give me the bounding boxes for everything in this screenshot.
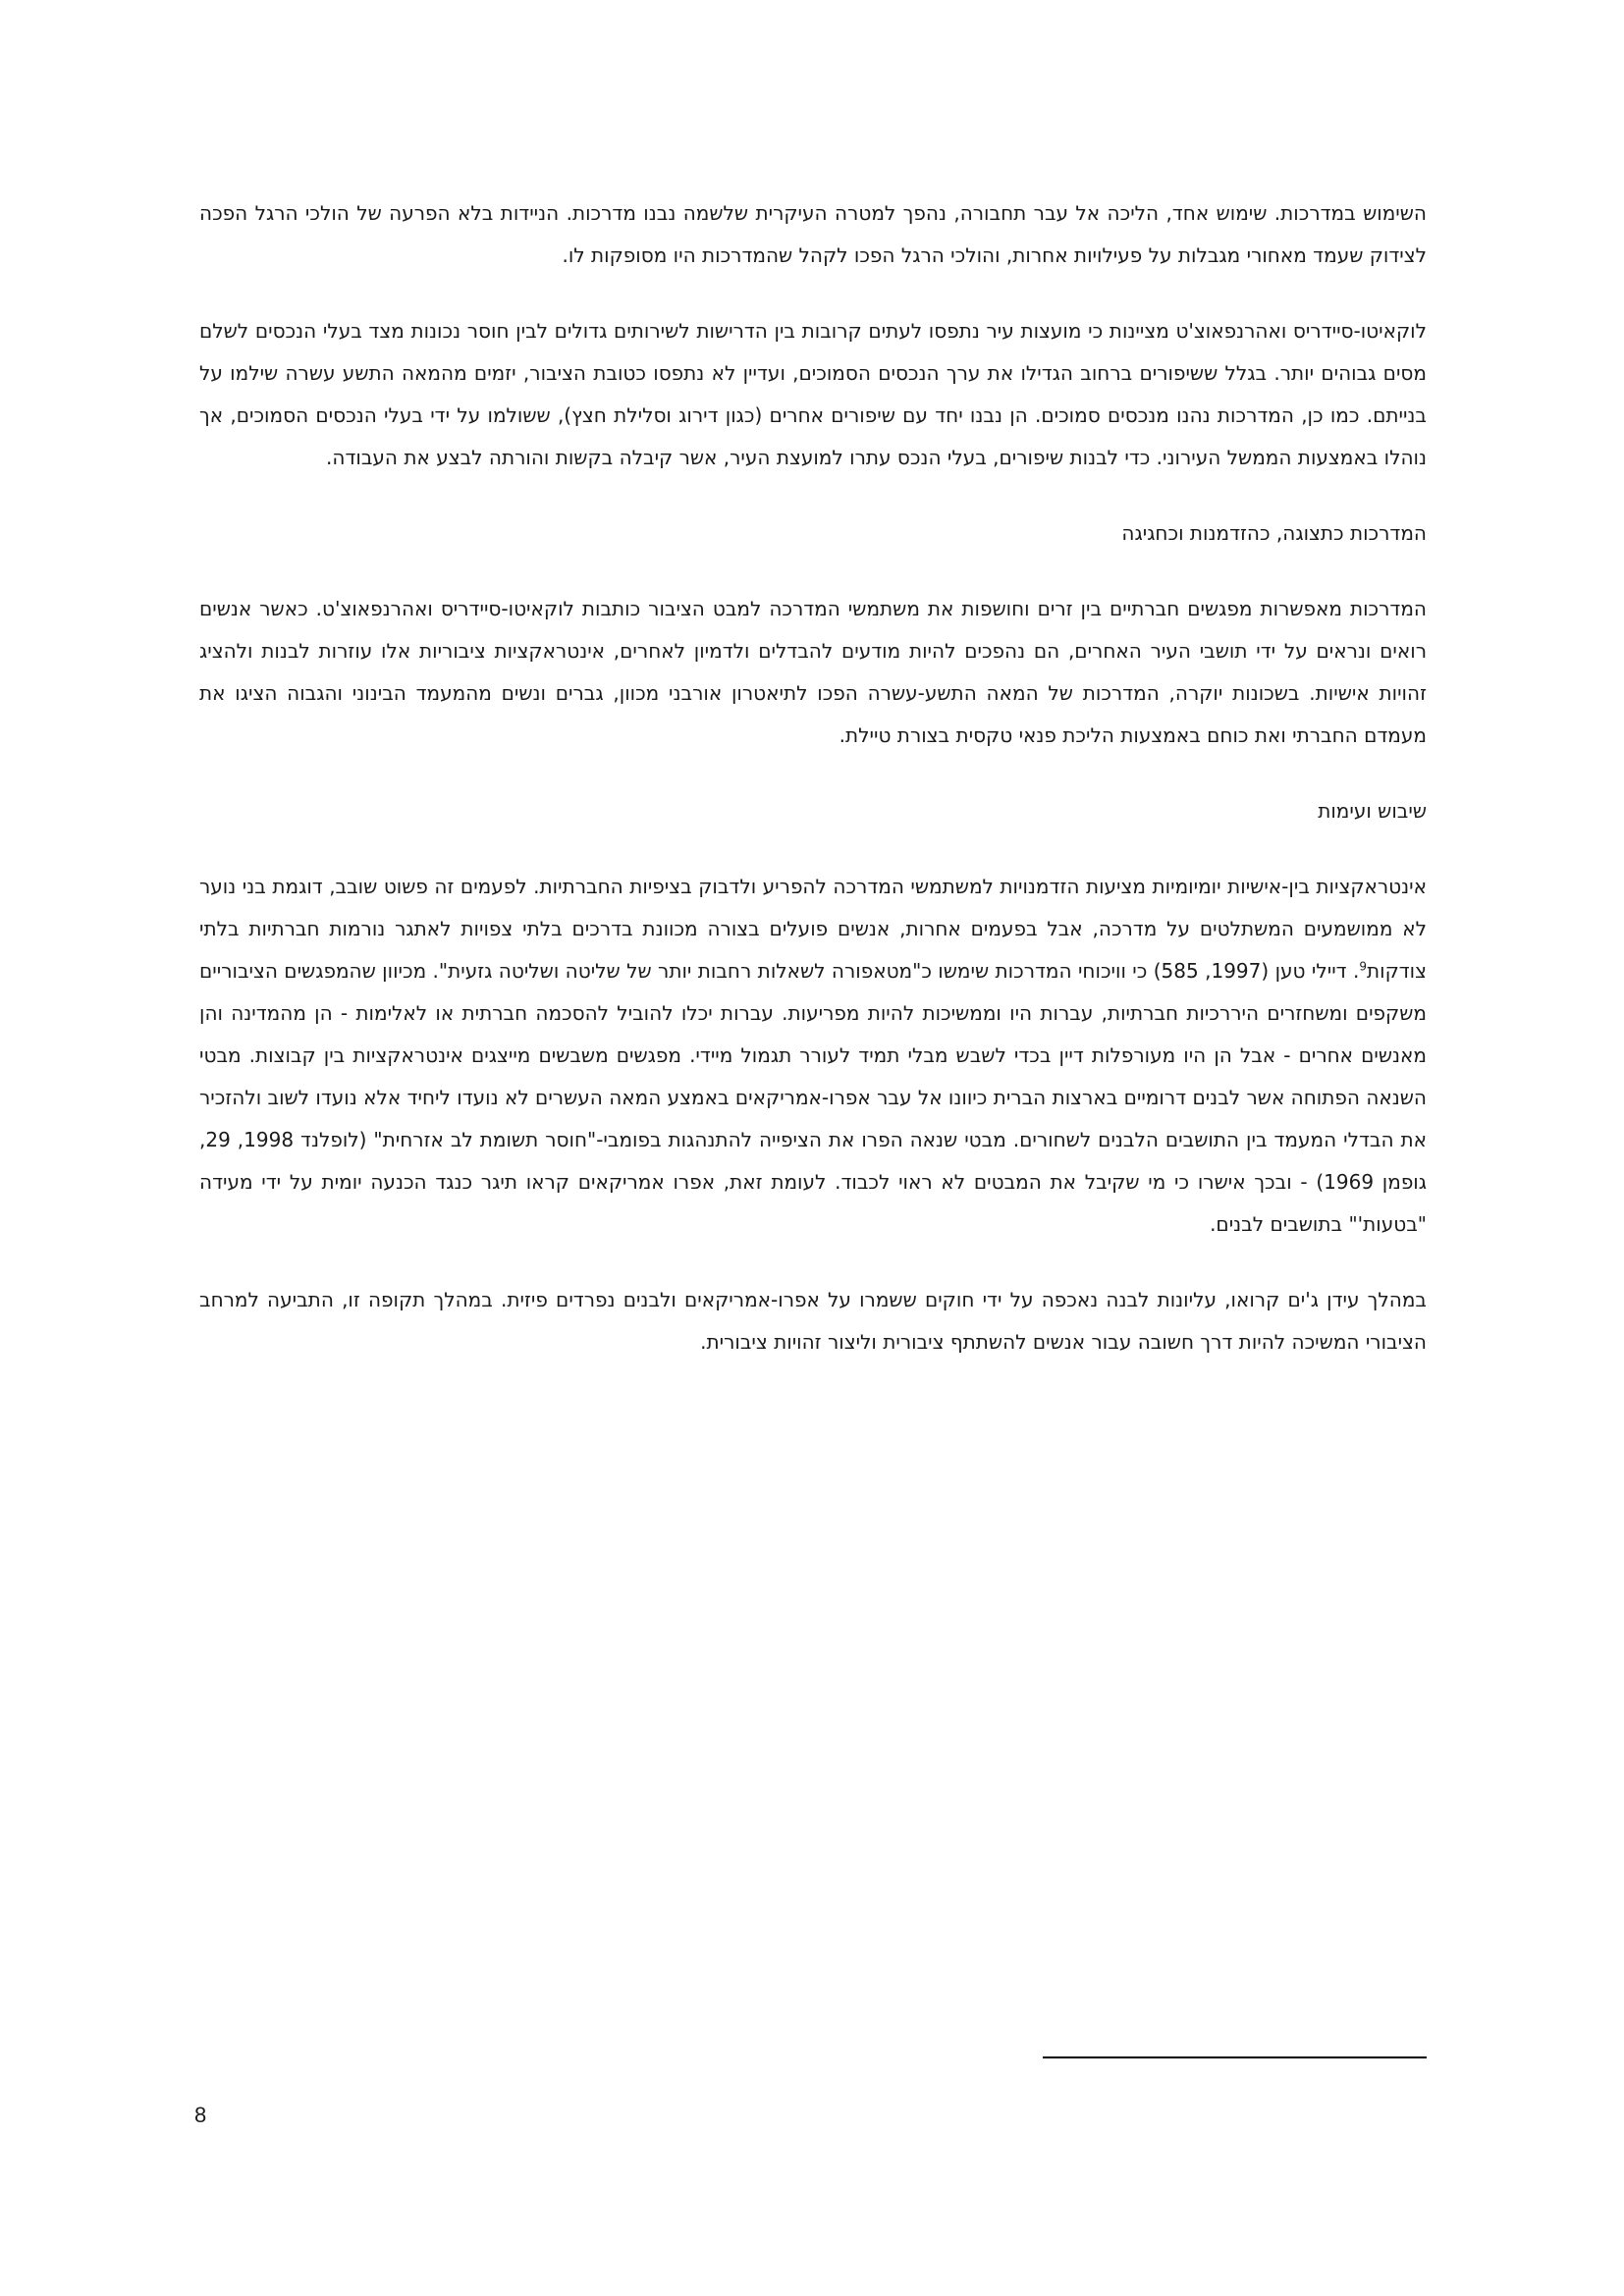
- footnote-separator: [1043, 2056, 1427, 2058]
- paragraph-jim-crow: במהלך עידן ג'ים קרואו, עליונות לבנה נאכפה על ידי חוקים ששמרו על אפרו-אמריקאים ולבנים נפרדים פיזית. במהלך תקופה זו, התביעה למרחב הציבורי המשיכה להיות דרך חשובה עבור אנשים להשתתף ציבורית וליצור זהויות ציבורית.: [199, 1288, 1427, 1354]
- page-number: 8: [194, 2103, 207, 2127]
- paragraph-interactions: [199, 866, 1427, 1246]
- paragraph-city-councils: לוקאיטו-סיידריס ואהרנפאוצ'ט מציינות כי מועצות עיר נתפסו לעתים קרובות בין הדרישות לשירותים גדולים לבין חוסר נכונות מצד בעלי הנכסים לשלם מסים גבוהים יותר. בגלל ששיפורים ברחוב הגדילו את ערך הנכסים הסמוכים, ועדיין לא נתפסו כטובת הציבור, יזמים מהמאה התשע עשרה שילמו על בנייתם. כמו כן, המדרכות נהנו מנכסים סמוכים. הן נבנו יחד עם שיפורים אחרים (כגון דירוג וסלילת חצץ), ששולמו על ידי בעלי הנכסים הסמוכים, אך נוהלו באמצעות הממשל העירוני. כדי לבנות שיפורים, בעלי הנכס עתרו למועצת העיר, אשר קיבלה בקשות והורתה לבצע את העבודה.: [199, 319, 1427, 469]
- paragraph-interactions-part-1: אינטראקציות בין-אישיות יומיומיות מציעות הזדמנויות למשתמשי המדרכה להפריע ולדבוק בציפיות החברתיות. לפעמים זה פשוט שובב, דוגמת בני נוער לא ממושמעים המשתלטים על מדרכה, אבל בפעמים אחרות, אנשים פועלים בצורה מכוונת בדרכים בלתי צפויות לאתגר נורמות חברתיות בלתי צודקות: [199, 875, 1427, 983]
- footnote-reference[interactable]: 9: [1359, 959, 1367, 974]
- section-heading-disruption: שיבוש ועימות: [1318, 799, 1427, 823]
- paragraph-interactions-part-2: . דיילי טען (1997, 585) כי וויכוחי המדרכות שימשו כ"מטאפורה לשאלות רחבות יותר של שליטה ושליטה גזעית". מכיוון שהמפגשים הציבוריים משקפים ומשחזרים היררכיות חברתיות, עברות היו וממשיכות להיות מפריעות. עברות יכלו להוביל להסכמה חברתית או לאלימות - הן מהמדינה והן מאנשים אחרים - אבל הן היו מעורפלות דיין בכדי לשבש מבלי תמיד לעורר תגמול מיידי. מפגשים משבשים מייצגים אינטראקציות בין קבוצות. מבטי השנאה הפתוחה אשר לבנים דרומיים בארצות הברית כיוונו אל עבר אפרו-אמריקאים באמצע המאה העשרים לא נועדו ליחיד אלא נועדו לשוב ולהזכיר את הבדלי המעמד בין התושבים הלבנים לשחורים. מבטי שנאה הפרו את הציפייה להתנהגות בפומבי-"חוסר תשומת לב אזרחית" (לופלנד 1998, 29, גופמן 1969) - ובכך אישרו כי מי שקיבל את המבטים לא ראוי לכבוד. לעומת זאת, אפרו אמריקאים קראו תיגר כנגד הכנעה יומית על ידי מעידה "בטעות'" בתושבים לבנים.: [199, 959, 1427, 1236]
- section-heading-display: המדרכות כתצוגה, כהזדמנות וכחגיגה: [1121, 521, 1427, 545]
- paragraph-social-encounters: המדרכות מאפשרות מפגשים חברתיים בין זרים וחושפות את משתמשי המדרכה למבט הציבור כותבות לוקאיטו-סיידריס ואהרנפאוצ'ט. כאשר אנשים רואים ונראים על ידי תושבי העיר האחרים, הם נהפכים להיות מודעים להבדלים ולדמיון לאחרים, אינטראקציות ציבוריות אלו עוזרות לבנות ולהציג זהויות אישיות. בשכונות יוקרה, המדרכות של המאה התשע-עשרה הפכו לתיאטרון אורבני מכוון, גברים ונשים מהמעמד הבינוני והגבוה הציגו את מעמדם החברתי ואת כוחם באמצעות הליכת פנאי טקסית בצורת טיילת.: [199, 597, 1427, 747]
- paragraph-sidewalk-use: השימוש במדרכות. שימוש אחד, הליכה אל עבר תחבורה, נהפך למטרה העיקרית שלשמה נבנו מדרכות. הניידות בלא הפרעה של הולכי הרגל הפכה לצידוק שעמד מאחורי מגבלות על פעילויות אחרות, והולכי הרגל הפכו לקהל שהמדרכות היו מסופקות לו.: [199, 201, 1427, 267]
- page-body: [199, 192, 1427, 1363]
